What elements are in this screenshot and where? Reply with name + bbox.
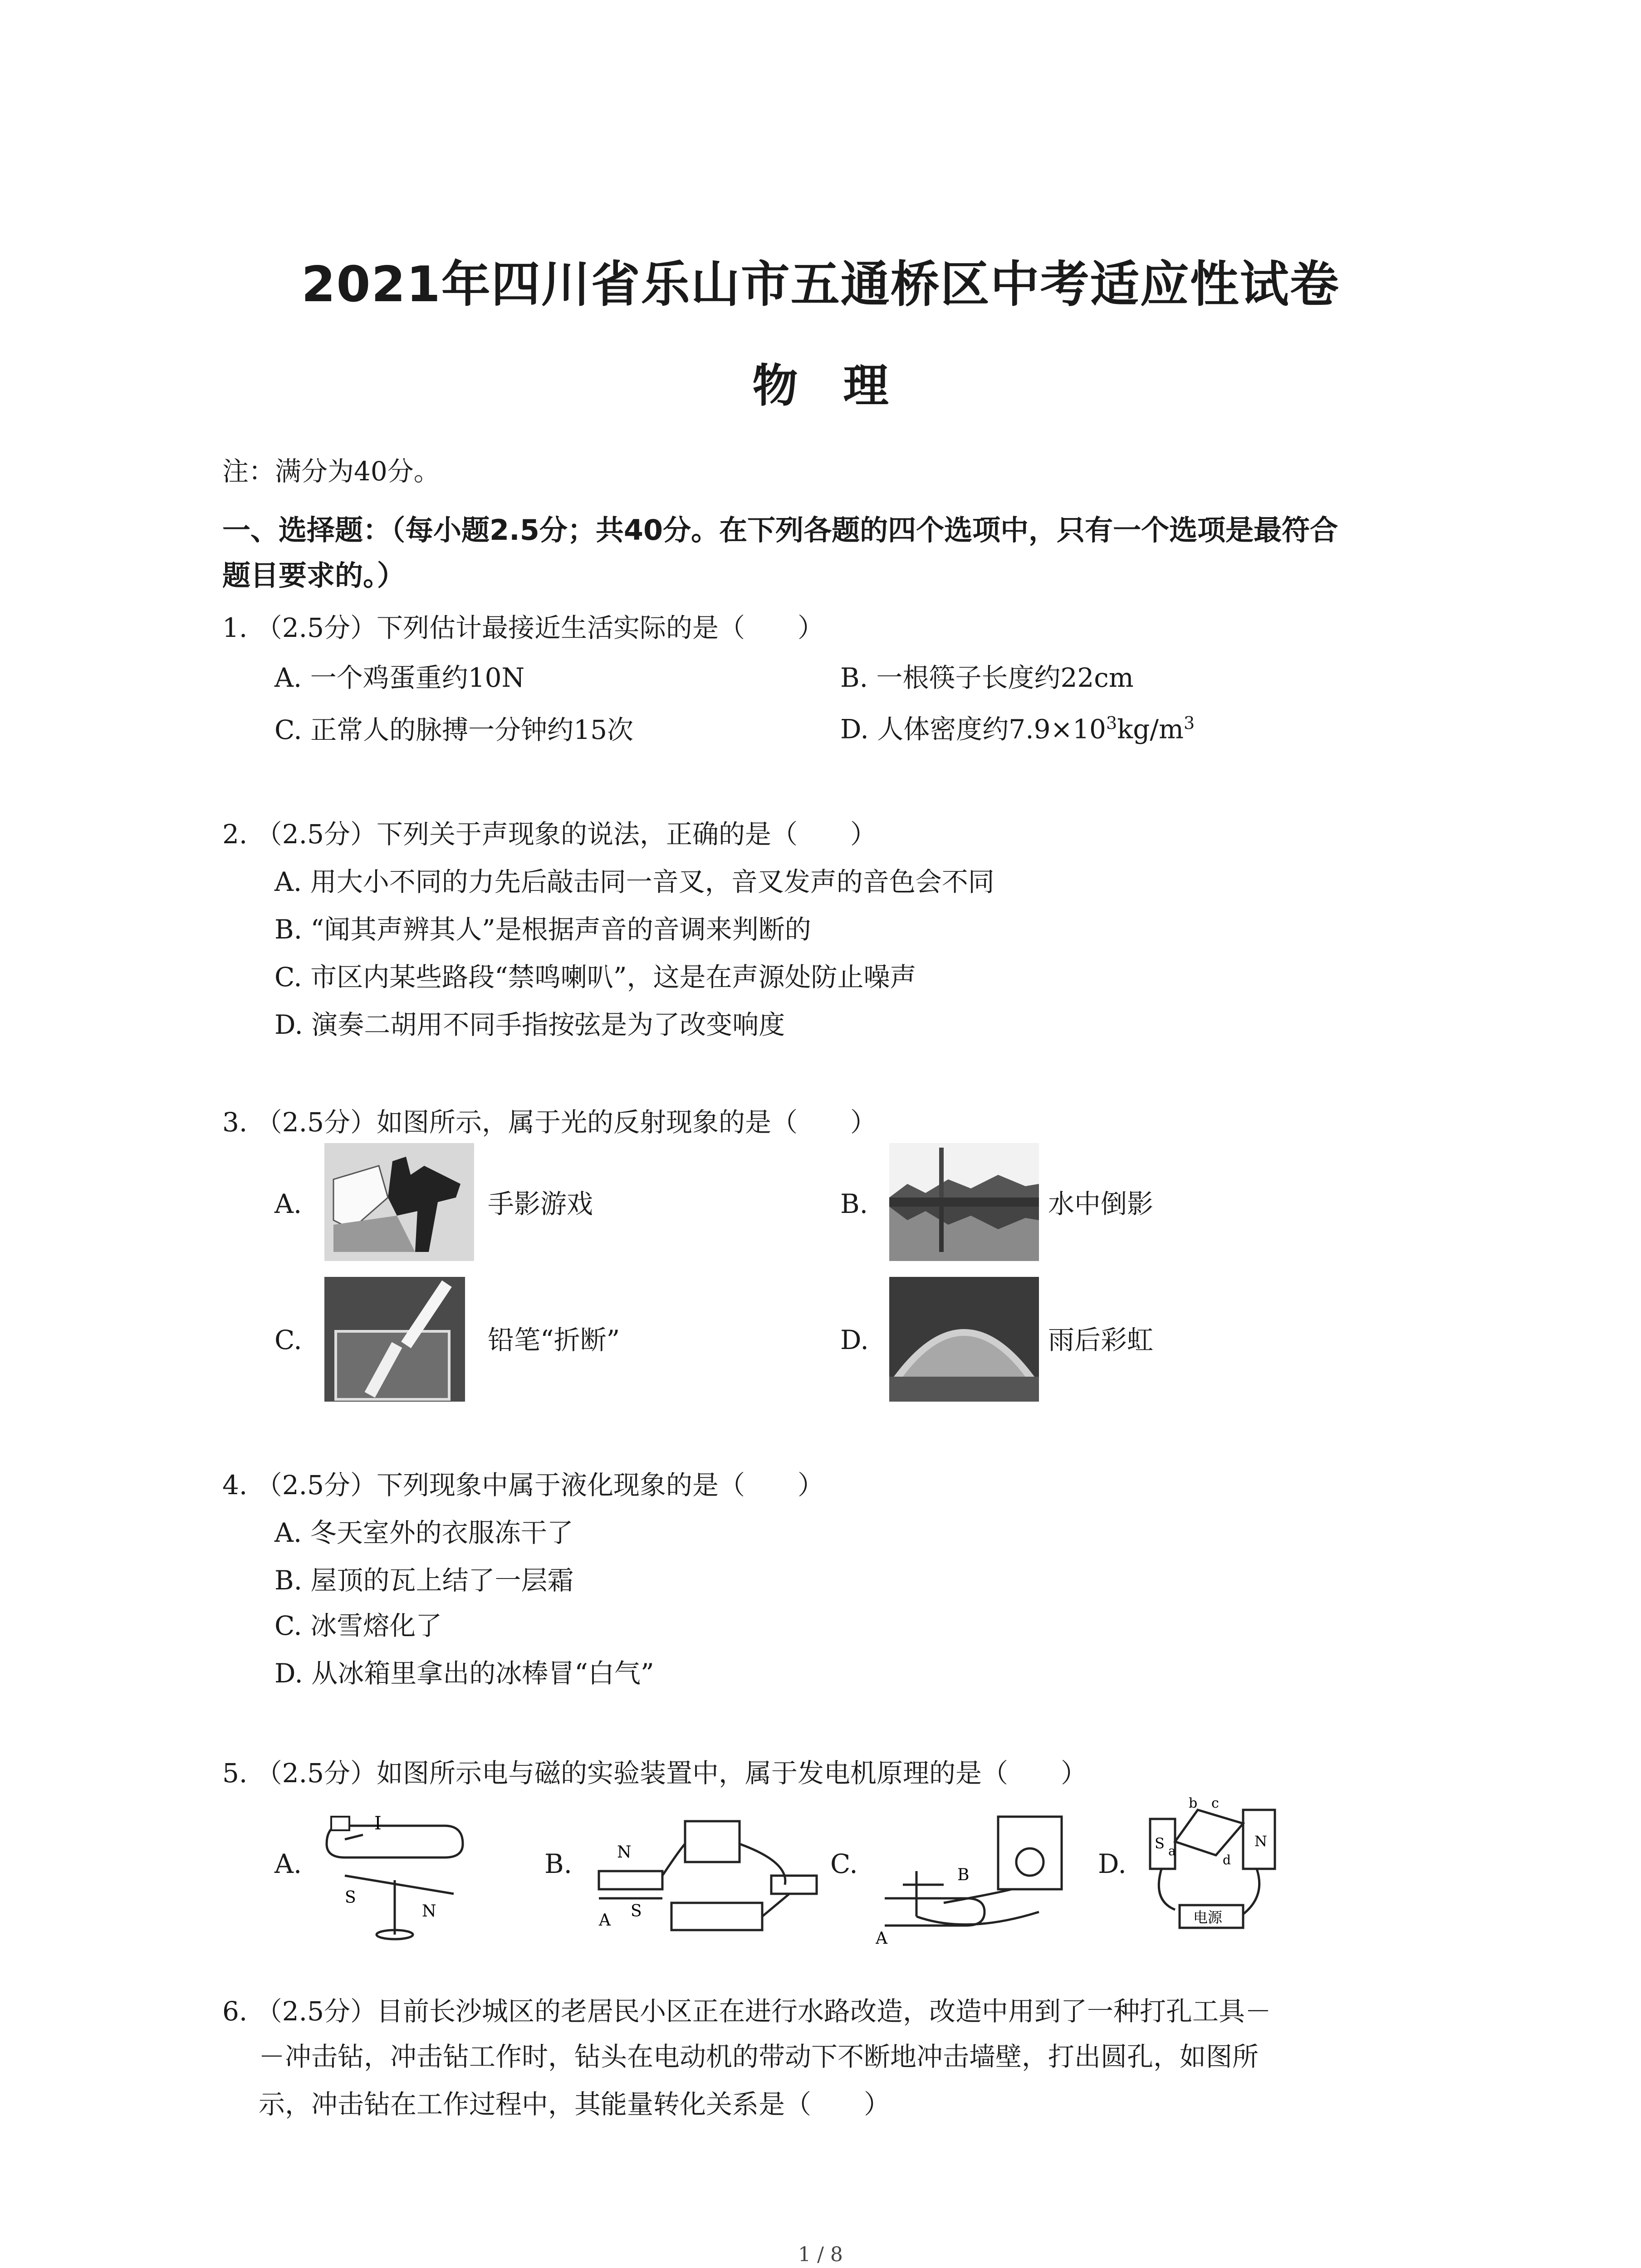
- question-3-option-c-label: 铅笔“折断”: [488, 1325, 620, 1355]
- fig-d-b-label: b: [1189, 1795, 1198, 1811]
- option-d-base: D. 人体密度约7.9×10: [840, 714, 1106, 745]
- question-3-stem: 3. （2.5分）如图所示，属于光的反射现象的是（ ）: [222, 1107, 877, 1138]
- question-2-option-c: C. 市区内某些路段“禁鸣喇叭”，这是在声源处防止噪声: [274, 962, 916, 992]
- exam-title: 2021年四川省乐山市五通桥区中考适应性试卷: [301, 256, 1340, 313]
- fig-d-a-label: a: [1168, 1843, 1176, 1858]
- question-2-option-d: D. 演奏二胡用不同手指按弦是为了改变响度: [274, 1009, 785, 1040]
- generator-principle-figure: [876, 1808, 1084, 1944]
- electric-motor-figure: [590, 1808, 826, 1944]
- question-4-option-d: D. 从冰箱里拿出的冰棒冒“白气”: [274, 1658, 654, 1689]
- question-4-option-c: C. 冰雪熔化了: [274, 1610, 442, 1641]
- question-4-option-a: A. 冬天室外的衣服冻干了: [274, 1517, 573, 1548]
- option-d-unit: kg/m: [1117, 714, 1184, 745]
- question-3-option-b-label: 水中倒影: [1048, 1188, 1154, 1219]
- question-5-option-c-letter: C.: [830, 1848, 858, 1879]
- rainbow-icon: [889, 1277, 1039, 1402]
- fig-a-s-label: S: [345, 1888, 356, 1907]
- question-6-line3: 示，冲击钻在工作过程中，其能量转化关系是（ ）: [259, 2089, 891, 2120]
- fig-c-b-label: B: [957, 1866, 970, 1884]
- oersted-experiment-figure: [318, 1808, 467, 1944]
- section-heading-line1: 一、选择题：（每小题2.5分；共40分。在下列各题的四个选项中，只有一个选项是最符合: [222, 513, 1338, 547]
- question-5-option-d-letter: D.: [1098, 1848, 1127, 1879]
- motor-coil-figure: [1143, 1792, 1279, 1937]
- question-1-option-c: C. 正常人的脉搏一分钟约15次: [274, 714, 633, 745]
- question-3-option-a-label: 手影游戏: [488, 1188, 593, 1219]
- water-reflection-icon: [889, 1143, 1039, 1261]
- fig-b-n-label: N: [617, 1843, 632, 1862]
- question-5-option-a-letter: A.: [274, 1848, 302, 1879]
- fig-d-c-label: c: [1211, 1795, 1219, 1811]
- bent-pencil-icon: [324, 1277, 465, 1402]
- fig-d-power-label: 电源: [1193, 1909, 1223, 1926]
- question-6-line2: －冲击钻，冲击钻工作时，钻头在电动机的带动下不断地冲击墙壁，打出圆孔，如图所: [259, 2041, 1259, 2072]
- fig-d-n-label: N: [1254, 1833, 1267, 1850]
- question-1-option-a: A. 一个鸡蛋重约10N: [274, 662, 525, 693]
- question-6-line1: 6. （2.5分）目前长沙城区的老居民小区正在进行水路改造，改造中用到了一种打孔工具－: [222, 1996, 1272, 2027]
- question-3-option-c-letter: C.: [274, 1325, 302, 1355]
- fig-a-current-label: I: [374, 1813, 382, 1834]
- fig-b-a-label: A: [599, 1911, 611, 1930]
- option-d-exponent: 3: [1106, 713, 1117, 733]
- question-1-option-d: [840, 713, 1195, 745]
- question-5-option-b-letter: B.: [544, 1848, 573, 1879]
- question-3-option-d-label: 雨后彩虹: [1048, 1325, 1154, 1355]
- question-2-option-a: A. 用大小不同的力先后敲击同一音叉，音叉发声的音色会不同: [274, 866, 994, 897]
- section-heading-line2: 题目要求的。）: [222, 559, 406, 592]
- question-5-stem: 5. （2.5分）如图所示电与磁的实验装置中，属于发电机原理的是（ ）: [222, 1758, 1087, 1789]
- score-note: 注：满分为40分。: [222, 456, 440, 487]
- question-2-option-b: B. “闻其声辨其人”是根据声音的音调来判断的: [274, 914, 811, 945]
- fig-b-s-label: S: [631, 1902, 642, 1921]
- question-4-option-b: B. 屋顶的瓦上结了一层霜: [274, 1565, 574, 1596]
- fig-c-a-label: A: [876, 1929, 887, 1944]
- rainbow-picture: [889, 1277, 1039, 1402]
- fig-d-s-label: S: [1155, 1835, 1165, 1852]
- question-2-stem: 2. （2.5分）下列关于声现象的说法，正确的是（ ）: [222, 819, 877, 850]
- option-d-exponent2: 3: [1183, 713, 1195, 733]
- question-3-option-d-letter: D.: [840, 1325, 869, 1355]
- bent-pencil-picture: [324, 1277, 465, 1402]
- question-1-option-b: B. 一根筷子长度约22cm: [840, 662, 1134, 693]
- fig-d-d-label: d: [1223, 1853, 1231, 1867]
- water-reflection-picture: [889, 1143, 1039, 1261]
- question-4-stem: 4. （2.5分）下列现象中属于液化现象的是（ ）: [222, 1470, 824, 1501]
- hand-shadow-icon: [324, 1143, 474, 1261]
- question-3-option-a-letter: A.: [274, 1188, 302, 1219]
- question-1-stem: 1. （2.5分）下列估计最接近生活实际的是（ ）: [222, 612, 824, 643]
- subject-title: 物 理: [752, 359, 889, 412]
- fig-a-n-label: N: [422, 1902, 436, 1921]
- hand-shadow-picture: [324, 1143, 474, 1261]
- question-3-option-b-letter: B.: [840, 1188, 868, 1219]
- page-number: 1 / 8: [798, 2243, 843, 2266]
